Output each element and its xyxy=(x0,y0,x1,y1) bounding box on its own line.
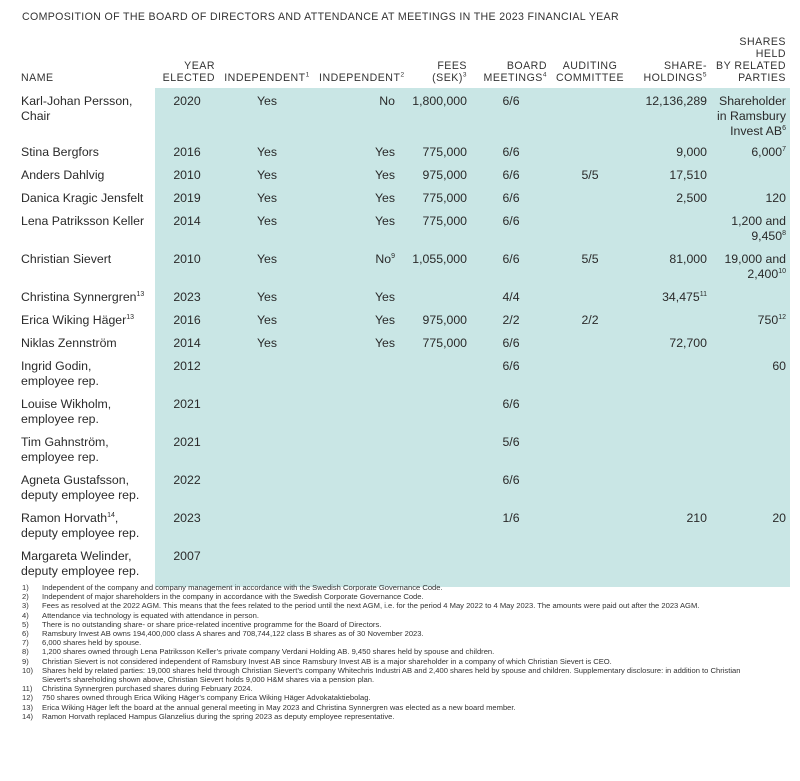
footnote-number: 12) xyxy=(22,693,33,703)
cell-independent-2: Yes xyxy=(315,309,401,332)
footnote-number: 8) xyxy=(22,647,29,657)
header-auditing-committee: AUDITING COMMITTEE xyxy=(555,60,625,84)
cell-independent-2 xyxy=(315,431,401,469)
cell-fees: 775,000 xyxy=(401,141,471,164)
footnote xyxy=(22,601,767,610)
cell-independent-1: Yes xyxy=(219,210,315,248)
cell-independent-2 xyxy=(315,469,401,507)
cell-independent-1: Yes xyxy=(219,248,315,286)
cell-year-elected: 2022 xyxy=(155,469,219,507)
footnote-text: Fees as resolved at the 2022 AGM. This means that the fees related to the period until the next AGM, i.e. for the period 4 May 2022 to 4 May 2023. The amounts were paid out after the 2023 AGM. xyxy=(42,601,700,611)
cell-fees xyxy=(401,355,471,393)
cell-fees: 975,000 xyxy=(401,309,471,332)
table-row xyxy=(15,286,790,309)
cell-independent-1 xyxy=(219,431,315,469)
page-title: COMPOSITION OF THE BOARD OF DIRECTORS AND ATTENDANCE AT MEETINGS IN THE 2023 FINANCIAL YEAR xyxy=(22,11,619,23)
cell-shareholdings: 12,136,289 xyxy=(629,88,711,141)
cell-name: Anders Dahlvig xyxy=(21,168,105,182)
cell-auditing-committee xyxy=(551,286,629,309)
cell-name: Danica Kragic Jensfelt xyxy=(21,191,144,205)
table-row xyxy=(15,88,790,141)
cell-shareholdings: 34,475$^{11}$ xyxy=(629,286,711,309)
cell-independent-2: No xyxy=(315,88,401,141)
footnote xyxy=(22,629,767,638)
cell-board-meetings: 6/6 xyxy=(471,248,551,286)
cell-independent-2: Yes xyxy=(315,141,401,164)
footnote-text: Shares held by related parties: 19,000 shares held through Christian Sievert’s company Whitechris Industri AB and 2,400 shares held by spouse and children. Supplementary disclosure: in addition to Christian Sievert’s shareholding shown above, Christian Sievert holds 9,000 H&M shares via a pension plan. xyxy=(42,665,741,685)
footnote-number: 1) xyxy=(22,583,29,592)
cell-year-elected: 2010 xyxy=(155,164,219,187)
footnote-text: Ramsbury Invest AB owns 194,400,000 class A shares and 708,744,122 class B shares as of 30 November 2023. xyxy=(42,629,424,639)
cell-independent-2: No$^9$ xyxy=(315,248,401,286)
footnote xyxy=(22,611,767,620)
footnote-number: 11) xyxy=(22,684,33,694)
footnote-text: Ramon Horvath replaced Hampus Glanzelius during the spring 2023 as deputy employee representative. xyxy=(42,711,395,721)
cell-name: Niklas Zennström xyxy=(21,336,117,350)
cell-independent-2 xyxy=(315,355,401,393)
cell-board-meetings: 6/6 xyxy=(471,164,551,187)
cell-auditing-committee xyxy=(551,332,629,355)
footnote xyxy=(22,657,767,666)
table-row xyxy=(15,309,790,332)
cell-year-elected: 2016 xyxy=(155,309,219,332)
cell-year-elected: 2019 xyxy=(155,187,219,210)
cell-board-meetings: 6/6 xyxy=(471,393,551,431)
footnote-text: 6,000 shares held by spouse. xyxy=(42,638,142,648)
footnote xyxy=(22,620,767,629)
table-row xyxy=(15,507,790,545)
cell-independent-1 xyxy=(219,507,315,545)
footnote xyxy=(22,638,767,647)
footnote-text: There is no outstanding share- or share price-related incentive programme for the Board of Directors. xyxy=(42,619,382,629)
footnote-number: 4) xyxy=(22,610,29,620)
cell-name: Karl-Johan Persson, Chair xyxy=(21,94,133,123)
footnote-text: 1,200 shares owned through Lena Patriksson Keller’s private company Verdani Holding AB. 9,450 shares held by spouse and children. xyxy=(42,647,495,657)
cell-independent-2: Yes xyxy=(315,210,401,248)
cell-fees xyxy=(401,469,471,507)
cell-independent-1 xyxy=(219,355,315,393)
cell-year-elected: 2021 xyxy=(155,393,219,431)
cell-auditing-committee xyxy=(551,469,629,507)
footnote xyxy=(22,583,767,592)
cell-fees xyxy=(401,507,471,545)
cell-year-elected: 2010 xyxy=(155,248,219,286)
footnote-number: 14) xyxy=(22,711,33,721)
table-row xyxy=(15,141,790,164)
cell-independent-1: Yes xyxy=(219,332,315,355)
cell-board-meetings: 2/2 xyxy=(471,309,551,332)
header-year-elected: YEAR ELECTED xyxy=(162,60,215,84)
cell-shares-related-parties xyxy=(711,469,790,507)
footnote xyxy=(22,703,767,712)
cell-fees xyxy=(401,545,471,587)
cell-name: Ingrid Godin, employee rep. xyxy=(21,359,99,388)
cell-shareholdings xyxy=(629,210,711,248)
cell-auditing-committee xyxy=(551,88,629,141)
footnote xyxy=(22,647,767,656)
cell-shares-related-parties xyxy=(711,545,790,587)
cell-auditing-committee xyxy=(551,507,629,545)
cell-board-meetings: 6/6 xyxy=(471,332,551,355)
cell-board-meetings: 6/6 xyxy=(471,469,551,507)
cell-shares-related-parties: 19,000 and 2,400$^{10}$ xyxy=(711,248,790,286)
cell-independent-2: Yes xyxy=(315,164,401,187)
cell-fees: 775,000 xyxy=(401,332,471,355)
board-composition-table xyxy=(15,36,790,587)
cell-shares-related-parties xyxy=(711,286,790,309)
cell-fees: 775,000 xyxy=(401,210,471,248)
cell-auditing-committee xyxy=(551,141,629,164)
table-row xyxy=(15,545,790,587)
footnote-text: Attendance via technology is equated with attendance in person. xyxy=(42,610,259,620)
cell-fees xyxy=(401,431,471,469)
footnote-number: 5) xyxy=(22,619,29,629)
cell-name: Agneta Gustafsson, deputy employee rep. xyxy=(21,473,140,502)
cell-year-elected: 2020 xyxy=(155,88,219,141)
cell-name: Stina Bergfors xyxy=(21,145,99,159)
cell-shareholdings: 72,700 xyxy=(629,332,711,355)
cell-year-elected: 2023 xyxy=(155,286,219,309)
cell-name: Christian Sievert xyxy=(21,252,112,266)
cell-independent-2: Yes xyxy=(315,286,401,309)
cell-name: Louise Wikholm, employee rep. xyxy=(21,397,112,426)
cell-shares-related-parties xyxy=(711,164,790,187)
table-row xyxy=(15,431,790,469)
table-row xyxy=(15,164,790,187)
cell-shareholdings xyxy=(629,469,711,507)
cell-year-elected: 2016 xyxy=(155,141,219,164)
cell-independent-1: Yes xyxy=(219,141,315,164)
table-row xyxy=(15,355,790,393)
cell-shareholdings: 210 xyxy=(629,507,711,545)
cell-independent-2: Yes xyxy=(315,187,401,210)
cell-independent-2 xyxy=(315,507,401,545)
cell-board-meetings: 6/6 xyxy=(471,187,551,210)
cell-shareholdings xyxy=(629,545,711,587)
cell-independent-1 xyxy=(219,469,315,507)
cell-fees: 1,055,000 xyxy=(401,248,471,286)
cell-auditing-committee: 5/5 xyxy=(551,164,629,187)
table-row xyxy=(15,469,790,507)
cell-fees xyxy=(401,393,471,431)
cell-name: Ramon Horvath$^{14}$, deputy employee rep. xyxy=(21,511,140,540)
cell-fees: 775,000 xyxy=(401,187,471,210)
cell-shares-related-parties xyxy=(711,431,790,469)
cell-shareholdings: 9,000 xyxy=(629,141,711,164)
footnote xyxy=(22,666,767,684)
table-header-row xyxy=(15,36,790,88)
cell-board-meetings: 5/6 xyxy=(471,431,551,469)
footnote-number: 6) xyxy=(22,629,29,639)
cell-independent-1: Yes xyxy=(219,286,315,309)
cell-auditing-committee xyxy=(551,393,629,431)
cell-fees: 975,000 xyxy=(401,164,471,187)
cell-year-elected: 2023 xyxy=(155,507,219,545)
cell-board-meetings: 6/6 xyxy=(471,88,551,141)
cell-shares-related-parties: Shareholder in Ramsbury Invest $AB^6$ xyxy=(711,88,790,141)
footnote-text: Erica Wiking Häger left the board at the annual general meeting in May 2023 and Christina Synnergren was elected as a new board member. xyxy=(42,702,516,712)
header-board-meetings: BOARD MEETINGS$^4$ xyxy=(483,60,547,84)
footnote-text: Independent of major shareholders in the company in accordance with the Swedish Corporate Governance Code. xyxy=(42,592,424,602)
cell-shares-related-parties: $750^{12}$ xyxy=(711,309,790,332)
cell-auditing-committee xyxy=(551,355,629,393)
cell-year-elected: 2012 xyxy=(155,355,219,393)
cell-board-meetings: 6/6 xyxy=(471,141,551,164)
cell-fees: 1,800,000 xyxy=(401,88,471,141)
footnote-number: 2) xyxy=(22,592,29,602)
footnotes xyxy=(22,583,767,721)
footnote xyxy=(22,712,767,721)
footnote xyxy=(22,693,767,702)
footnote-text: Christina Synnergren purchased shares during February 2024. xyxy=(42,684,253,694)
cell-year-elected: 2014 xyxy=(155,332,219,355)
cell-independent-1: Yes xyxy=(219,164,315,187)
cell-board-meetings: 1/6 xyxy=(471,507,551,545)
cell-auditing-committee xyxy=(551,210,629,248)
footnote xyxy=(22,684,767,693)
footnote-number: 9) xyxy=(22,656,29,666)
cell-year-elected: 2007 xyxy=(155,545,219,587)
footnote-text: Independent of the company and company management in accordance with the Swedish Corporate Governance Code. xyxy=(42,583,443,592)
footnote-text: Christian Sievert is not considered independent of Ramsbury Invest AB since Ramsbury Invest AB is a major shareholder in a company of which Christian Sievert is CEO. xyxy=(42,656,612,666)
header-independent-2: INDEPENDENT$^2$ xyxy=(319,71,405,84)
table-row xyxy=(15,187,790,210)
cell-independent-2 xyxy=(315,545,401,587)
cell-shareholdings xyxy=(629,431,711,469)
cell-shares-related-parties: 60 xyxy=(711,355,790,393)
footnote-number: 7) xyxy=(22,638,29,648)
cell-shares-related-parties: 20 xyxy=(711,507,790,545)
cell-shareholdings xyxy=(629,355,711,393)
cell-name: Christina Synnergren$^{13}$ xyxy=(21,290,145,304)
cell-auditing-committee: 2/2 xyxy=(551,309,629,332)
header-independent-1: INDEPENDENT$^1$ xyxy=(224,71,310,84)
cell-shareholdings xyxy=(629,393,711,431)
cell-name: Erica Wiking Häger$^{13}$ xyxy=(21,313,135,327)
cell-independent-2 xyxy=(315,393,401,431)
footnote-number: 13) xyxy=(22,702,33,712)
cell-shares-related-parties xyxy=(711,393,790,431)
header-shareholdings: SHARE- HOLDINGS$^5$ xyxy=(643,60,707,84)
cell-shareholdings: 17,510 xyxy=(629,164,711,187)
cell-auditing-committee xyxy=(551,431,629,469)
cell-board-meetings xyxy=(471,545,551,587)
cell-board-meetings: 6/6 xyxy=(471,210,551,248)
cell-board-meetings: 4/4 xyxy=(471,286,551,309)
footnote-text: 750 shares owned through Erica Wiking Häger’s company Erica Wiking Häger Advokataktiebolag. xyxy=(42,693,371,703)
footnote-number: 3) xyxy=(22,601,29,611)
table-row xyxy=(15,393,790,431)
cell-independent-1 xyxy=(219,545,315,587)
cell-shareholdings: 81,000 xyxy=(629,248,711,286)
cell-shareholdings: 2,500 xyxy=(629,187,711,210)
cell-auditing-committee xyxy=(551,545,629,587)
cell-independent-1: Yes xyxy=(219,88,315,141)
cell-fees xyxy=(401,286,471,309)
cell-name: Tim Gahnström, employee rep. xyxy=(21,435,109,464)
cell-independent-1: Yes xyxy=(219,309,315,332)
footnote xyxy=(22,592,767,601)
cell-independent-1 xyxy=(219,393,315,431)
cell-independent-2: Yes xyxy=(315,332,401,355)
cell-shares-related-parties: 6,000$^7$ xyxy=(711,141,790,164)
table-row xyxy=(15,332,790,355)
cell-name: Margareta Welinder, deputy employee rep. xyxy=(21,549,140,578)
cell-shares-related-parties xyxy=(711,332,790,355)
header-fees: FEES (SEK)$^3$ xyxy=(432,60,467,84)
cell-auditing-committee: 5/5 xyxy=(551,248,629,286)
cell-year-elected: 2014 xyxy=(155,210,219,248)
cell-board-meetings: 6/6 xyxy=(471,355,551,393)
table-row xyxy=(15,248,790,286)
cell-auditing-committee xyxy=(551,187,629,210)
cell-shares-related-parties: 1,200 and 9,450$^8$ xyxy=(711,210,790,248)
header-name: NAME xyxy=(21,72,54,84)
footnote-number: 10) xyxy=(22,665,33,675)
cell-shares-related-parties: 120 xyxy=(711,187,790,210)
cell-shareholdings xyxy=(629,309,711,332)
header-shares-related-parties: SHARES HELD BY RELATED PARTIES xyxy=(716,36,786,84)
cell-year-elected: 2021 xyxy=(155,431,219,469)
cell-name: Lena Patriksson Keller xyxy=(21,214,145,228)
table-row xyxy=(15,210,790,248)
cell-independent-1: Yes xyxy=(219,187,315,210)
